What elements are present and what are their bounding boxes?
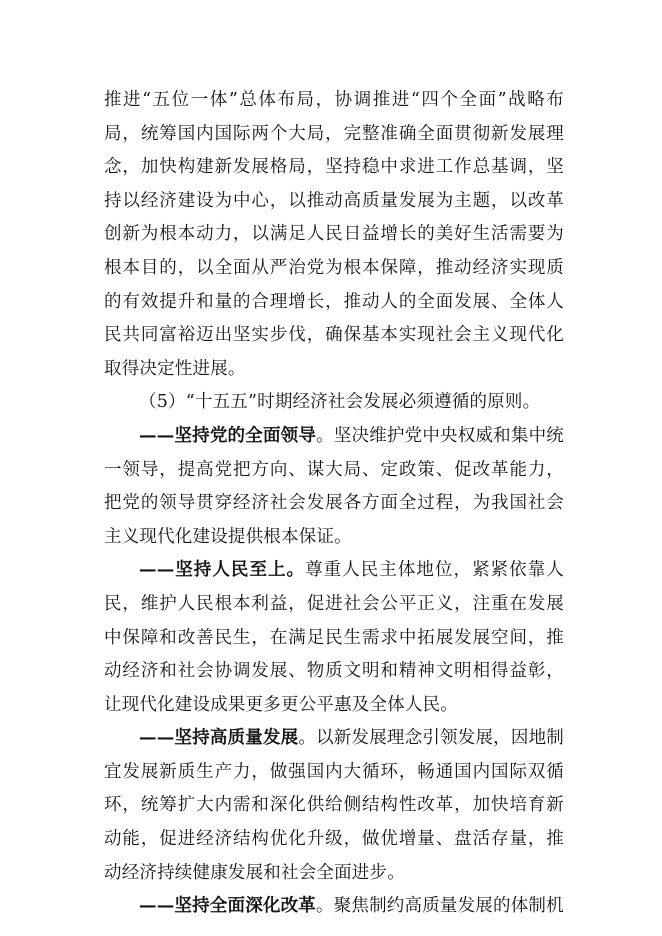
principle-title: ——坚持高质量发展 [139, 728, 299, 749]
paragraph-text: 。坚决维护党中央权威和集中统一领导，提高党把方向、谋大局、定政策、促改革能力，把党的领导贯穿经济社会发展各方面全过程，为我国社会主义现代化建设提供根本保证。 [104, 425, 564, 547]
principle-title: ——坚持人民至上。 [139, 560, 306, 581]
paragraph-text: 。聚焦制约高质量发展的体制机 [316, 896, 564, 917]
paragraph-party-leadership [104, 420, 564, 554]
paragraph-deepen-reform [104, 890, 564, 924]
paragraph-text: （5）“十五五”时期经济社会发展必须遵循的原则。 [139, 392, 541, 413]
paragraph-text: 推进“五位一体”总体布局，协调推进“四个全面”战略布局，统筹国内国际两个大局，完整准确全面贯彻新发展理念，加快构建新发展格局，坚持稳中求进工作总基调，坚持以经济建设为中心，以推动高质量发展为主题，以改革创新为根本动力，以满足人民日益增长的美好生活需要为根本目的，以全面从严治党为根本保障，推动经济实现质的有效提升和量的合理增长，推动人的全面发展、全体人民共同富裕迈出坚实步伐，确保基本实现社会主义现代化取得决定性进展。 [104, 90, 564, 379]
paragraph-high-quality [104, 722, 564, 890]
paragraph-text: 。以新发展理念引领发展，因地制宜发展新质生产力，做强国内大循环，畅通国内国际双循环，统筹扩大内需和深化供给侧结构性改革，加快培育新动能，促进经济结构优化升级，做优增量、盘活存量，推动经济持续健康发展和社会全面进步。 [104, 728, 564, 883]
paragraph-text: 尊重人民主体地位，紧紧依靠人民，维护人民根本利益，促进社会公平正义，注重在发展中保障和改善民生，在满足民生需求中拓展发展空间，推动经济和社会协调发展、物质文明和精神文明相得益彰，让现代化建设成果更多更公平惠及全体人民。 [104, 560, 564, 715]
paragraph-continued [104, 84, 564, 386]
document-body [104, 84, 564, 924]
paragraph-people-first [104, 554, 564, 722]
paragraph-principles-heading [104, 386, 564, 420]
principle-title: ——坚持全面深化改革 [139, 896, 316, 917]
principle-title: ——坚持党的全面领导 [139, 425, 317, 446]
